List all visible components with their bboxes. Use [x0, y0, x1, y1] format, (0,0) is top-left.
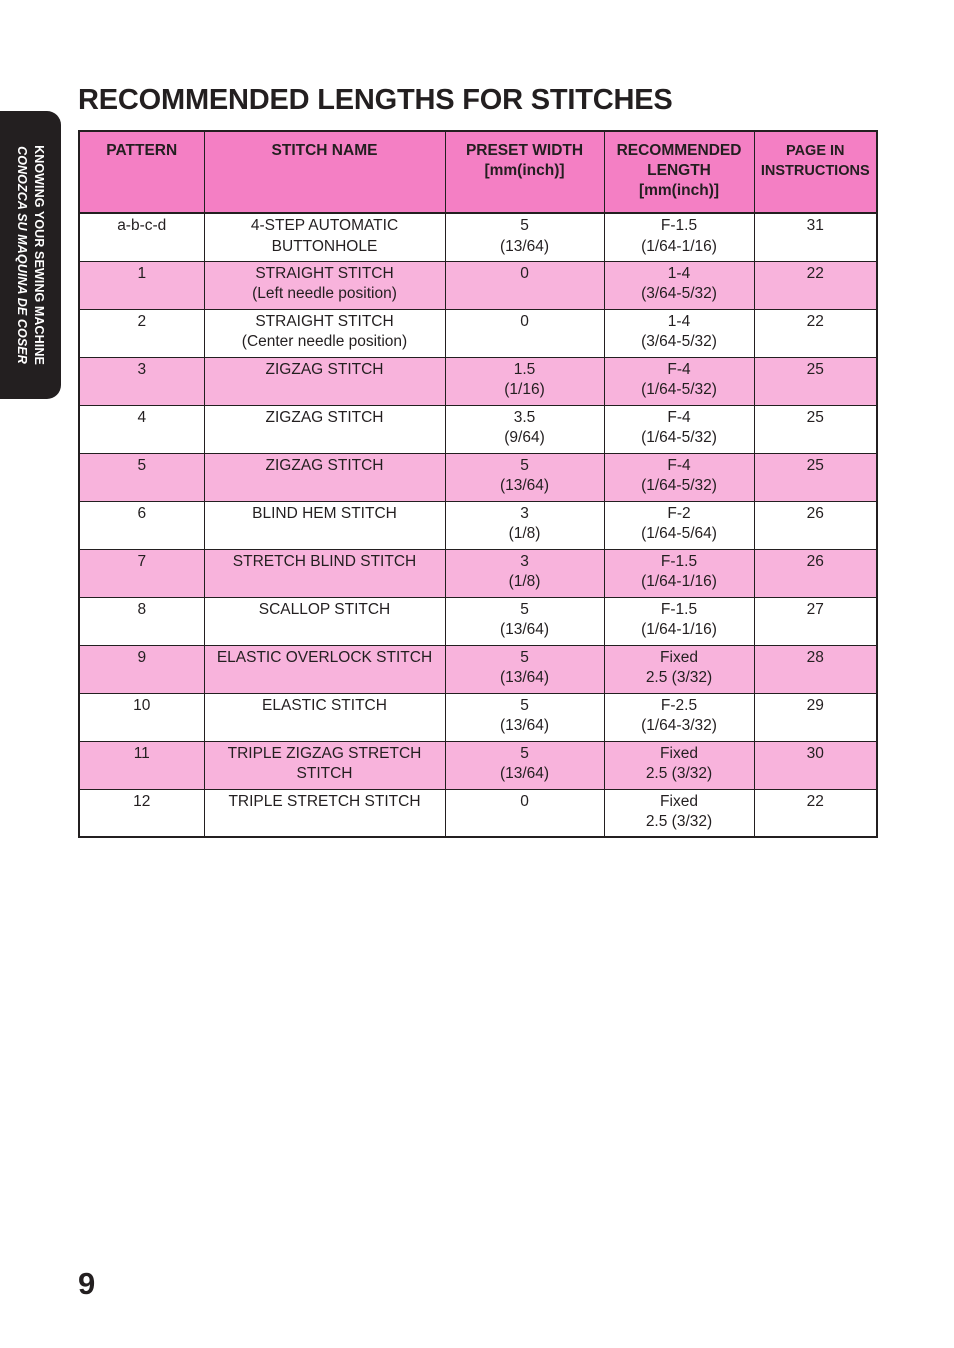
side-tab-line-english: KNOWING YOUR SEWING MACHINE — [32, 145, 46, 365]
cell-pattern: 5 — [79, 453, 204, 501]
cell-recommended-length: F-4 (1/64-5/32) — [604, 357, 754, 405]
page-number: 9 — [78, 1266, 96, 1301]
table-row — [79, 213, 877, 261]
cell-recommended-length: F-2 (1/64-5/64) — [604, 501, 754, 549]
cell-preset-width: 0 — [445, 309, 604, 357]
cell-page: 30 — [754, 741, 877, 789]
cell-recommended-length: F-4 (1/64-5/32) — [604, 405, 754, 453]
table-body — [79, 213, 877, 837]
cell-preset-width: 5 (13/64) — [445, 645, 604, 693]
cell-recommended-length: F-1.5 (1/64-1/16) — [604, 213, 754, 261]
cell-pattern: 7 — [79, 549, 204, 597]
table-row — [79, 693, 877, 741]
table-row — [79, 501, 877, 549]
cell-page: 28 — [754, 645, 877, 693]
cell-pattern: 3 — [79, 357, 204, 405]
cell-page: 27 — [754, 597, 877, 645]
cell-stitch-name: STRETCH BLIND STITCH — [204, 549, 445, 597]
table-row — [79, 261, 877, 309]
cell-recommended-length: Fixed 2.5 (3/32) — [604, 789, 754, 837]
cell-recommended-length: F-4 (1/64-5/32) — [604, 453, 754, 501]
cell-page: 22 — [754, 309, 877, 357]
cell-stitch-name: SCALLOP STITCH — [204, 597, 445, 645]
cell-stitch-name: ELASTIC OVERLOCK STITCH — [204, 645, 445, 693]
cell-page: 29 — [754, 693, 877, 741]
page-title: RECOMMENDED LENGTHS FOR STITCHES — [78, 84, 673, 116]
cell-stitch-name: TRIPLE ZIGZAG STRETCH STITCH — [204, 741, 445, 789]
table-row — [79, 357, 877, 405]
cell-stitch-name: ZIGZAG STITCH — [204, 357, 445, 405]
header-preset-width: PRESET WIDTH [mm(inch)] — [445, 131, 604, 213]
cell-pattern: 4 — [79, 405, 204, 453]
header-recommended-length: RECOMMENDED LENGTH [mm(inch)] — [604, 131, 754, 213]
table-row — [79, 597, 877, 645]
cell-recommended-length: F-1.5 (1/64-1/16) — [604, 549, 754, 597]
table-row — [79, 309, 877, 357]
cell-stitch-name: STRAIGHT STITCH (Left needle position) — [204, 261, 445, 309]
cell-preset-width: 3 (1/8) — [445, 501, 604, 549]
cell-pattern: 9 — [79, 645, 204, 693]
cell-preset-width: 5 (13/64) — [445, 453, 604, 501]
cell-page: 22 — [754, 261, 877, 309]
cell-pattern: 8 — [79, 597, 204, 645]
cell-recommended-length: Fixed 2.5 (3/32) — [604, 645, 754, 693]
cell-recommended-length: F-2.5 (1/64-3/32) — [604, 693, 754, 741]
cell-recommended-length: Fixed 2.5 (3/32) — [604, 741, 754, 789]
table-row — [79, 549, 877, 597]
cell-preset-width: 5 (13/64) — [445, 693, 604, 741]
cell-pattern: 11 — [79, 741, 204, 789]
cell-preset-width: 1.5 (1/16) — [445, 357, 604, 405]
cell-stitch-name: TRIPLE STRETCH STITCH — [204, 789, 445, 837]
cell-stitch-name: STRAIGHT STITCH (Center needle position) — [204, 309, 445, 357]
cell-pattern: 12 — [79, 789, 204, 837]
cell-stitch-name: ZIGZAG STITCH — [204, 405, 445, 453]
cell-pattern: a-b-c-d — [79, 213, 204, 261]
cell-recommended-length: F-1.5 (1/64-1/16) — [604, 597, 754, 645]
header-stitch-name: STITCH NAME — [204, 131, 445, 213]
cell-stitch-name: BLIND HEM STITCH — [204, 501, 445, 549]
side-tab-text — [13, 120, 47, 390]
cell-page: 25 — [754, 453, 877, 501]
table-row — [79, 405, 877, 453]
header-pattern: PATTERN — [79, 131, 204, 213]
cell-preset-width: 0 — [445, 789, 604, 837]
cell-stitch-name: ZIGZAG STITCH — [204, 453, 445, 501]
cell-pattern: 1 — [79, 261, 204, 309]
cell-page: 26 — [754, 549, 877, 597]
cell-preset-width: 5 (13/64) — [445, 597, 604, 645]
cell-page: 22 — [754, 789, 877, 837]
table-header-row — [79, 131, 877, 213]
table-row — [79, 645, 877, 693]
cell-page: 25 — [754, 357, 877, 405]
cell-recommended-length: 1-4 (3/64-5/32) — [604, 261, 754, 309]
side-section-tab — [0, 111, 61, 399]
table-row — [79, 453, 877, 501]
cell-stitch-name: 4-STEP AUTOMATIC BUTTONHOLE — [204, 213, 445, 261]
table-row — [79, 789, 877, 837]
cell-page: 31 — [754, 213, 877, 261]
cell-preset-width: 5 (13/64) — [445, 741, 604, 789]
cell-page: 26 — [754, 501, 877, 549]
cell-preset-width: 3 (1/8) — [445, 549, 604, 597]
cell-preset-width: 5 (13/64) — [445, 213, 604, 261]
cell-page: 25 — [754, 405, 877, 453]
cell-pattern: 6 — [79, 501, 204, 549]
cell-pattern: 2 — [79, 309, 204, 357]
cell-preset-width: 3.5 (9/64) — [445, 405, 604, 453]
header-page-in-instructions: PAGE IN INSTRUCTIONS — [754, 131, 877, 213]
table-row — [79, 741, 877, 789]
cell-recommended-length: 1-4 (3/64-5/32) — [604, 309, 754, 357]
cell-pattern: 10 — [79, 693, 204, 741]
cell-stitch-name: ELASTIC STITCH — [204, 693, 445, 741]
side-tab-line-spanish: CONOZCA SU MAQUINA DE COSER — [15, 146, 29, 364]
stitch-length-table — [78, 130, 878, 838]
cell-preset-width: 0 — [445, 261, 604, 309]
